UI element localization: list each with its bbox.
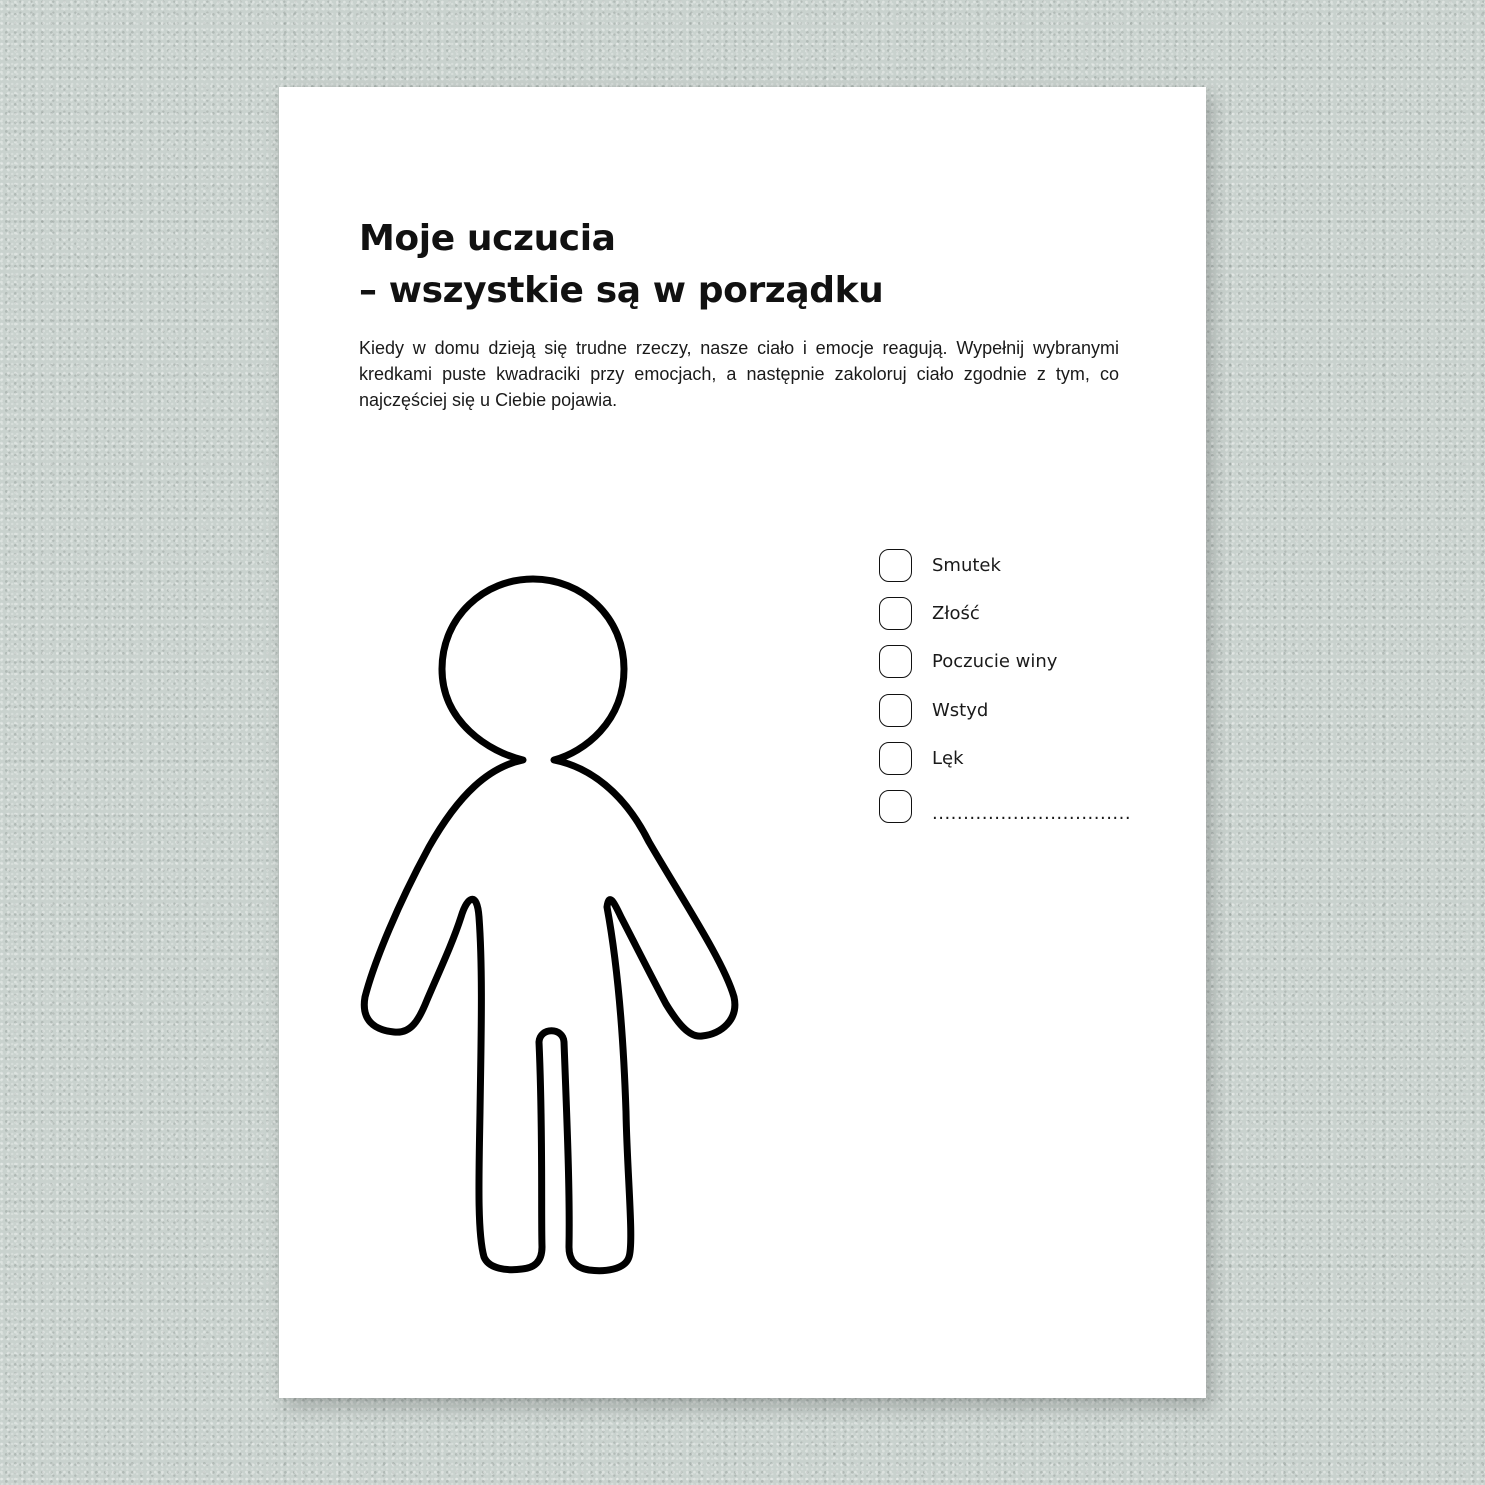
emotion-label: Złość	[932, 602, 980, 624]
worksheet-title	[359, 213, 883, 317]
body-outline-path	[364, 579, 735, 1271]
emotion-checkbox[interactable]	[879, 597, 912, 630]
emotion-label: Poczucie winy	[932, 651, 1058, 673]
emotion-item-custom	[879, 789, 1131, 825]
emotion-checklist	[879, 547, 1131, 837]
emotion-item-zlosc	[879, 595, 1131, 631]
emotion-item-smutek	[879, 547, 1131, 583]
emotion-item-wstyd	[879, 692, 1131, 728]
emotion-label: Wstyd	[932, 699, 989, 721]
instructions-text: Kiedy w domu dzieją się trudne rzeczy, nasze ciało i emocje reagują. Wypełnij wybranymi kredkami puste kwadraciki przy emocjach, a następnie zakoloruj ciało zgodnie z tym, co najczęściej się u Ciebie pojawia.	[359, 338, 1119, 410]
title-line-2: – wszystkie są w porządku	[359, 270, 884, 311]
emotion-checkbox[interactable]	[879, 645, 912, 678]
emotion-item-lek	[879, 741, 1131, 777]
emotion-item-poczucie-winy	[879, 644, 1131, 680]
emotion-label: Smutek	[932, 554, 1001, 576]
title-line-1: Moje uczucia	[359, 218, 616, 259]
emotion-checkbox[interactable]	[879, 549, 912, 582]
emotion-checkbox[interactable]	[879, 694, 912, 727]
body-outline-icon[interactable]	[359, 572, 759, 1297]
emotion-checkbox[interactable]	[879, 790, 912, 823]
worksheet-page	[279, 87, 1206, 1398]
custom-emotion-blank[interactable]: ................................	[932, 803, 1132, 825]
emotion-label: Lęk	[932, 748, 964, 770]
emotion-checkbox[interactable]	[879, 742, 912, 775]
